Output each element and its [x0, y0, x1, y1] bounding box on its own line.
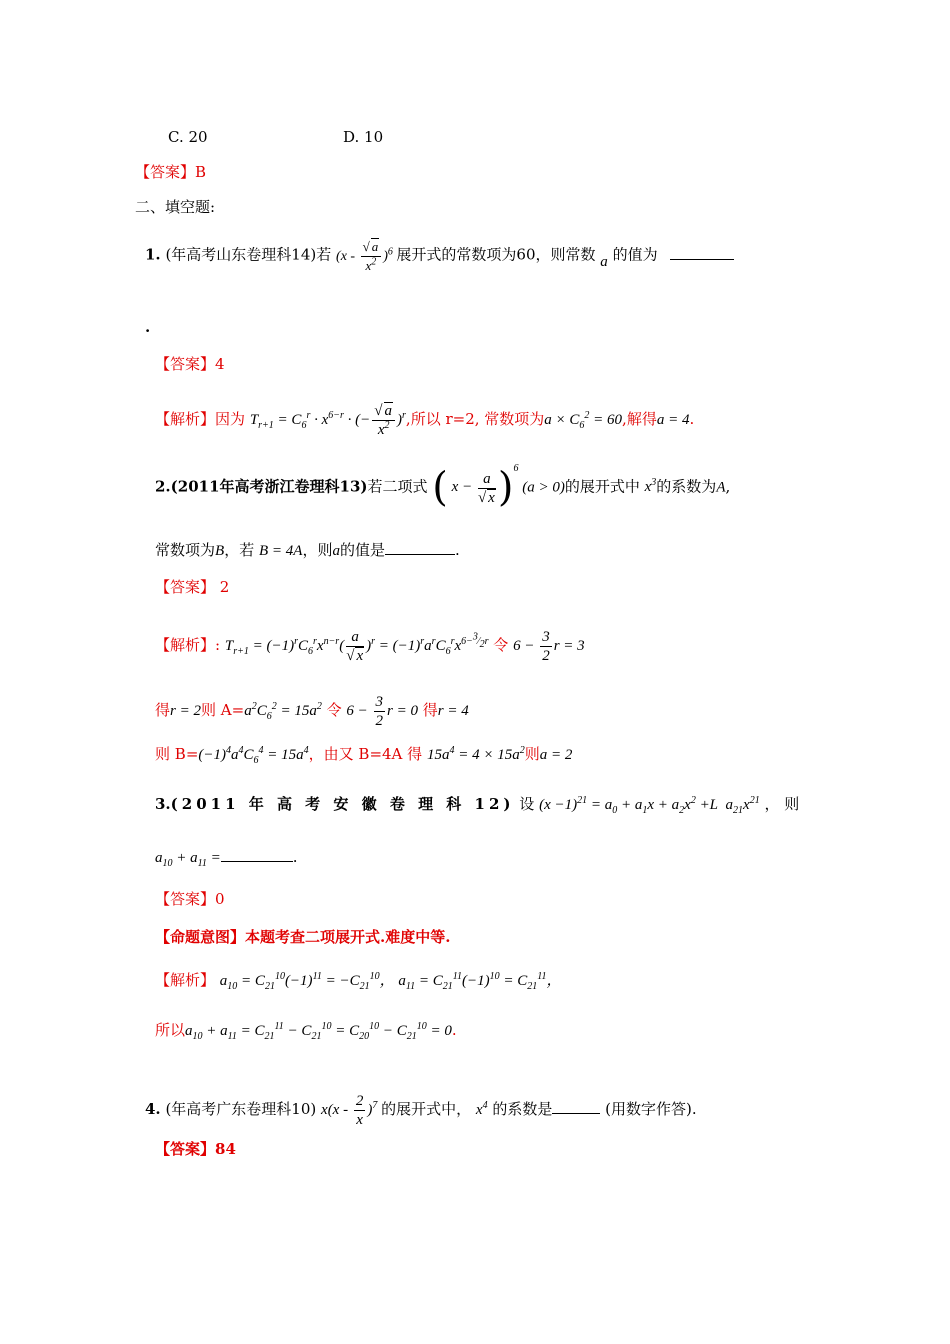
analysis-text: 则: [524, 745, 540, 763]
q3-answer: [155, 889, 225, 909]
formula-A: $a^2C_6^2 = 15a^2$: [244, 700, 322, 722]
q3-analysis-line1: [155, 970, 562, 991]
formula-binomial: ( x − $\frac{a}{√ x}$ )$^6$: [432, 463, 519, 511]
answer-value: B: [195, 163, 207, 181]
formula-result: a = 4: [656, 411, 690, 428]
question-tail: (用数字作答).: [605, 1099, 697, 1118]
question-source: (年高考广东卷理科10): [165, 1099, 317, 1118]
analysis-text: ,解得: [622, 409, 657, 428]
question-source: (2011年高考浙江卷理科13): [170, 477, 368, 496]
formula-conclusion: $a_{10} + a_{11} = C_{21}^{11} - C_{21}^{10} = C_{20}^{10} - C_{21}^{10} = 0$: [185, 1021, 452, 1042]
answer-value: 2: [219, 578, 230, 596]
answer-blank: [385, 554, 455, 555]
analysis-label: 【解析】: [155, 971, 216, 989]
analysis-end: .: [689, 409, 695, 428]
variable-A: A: [716, 479, 726, 496]
question-mid: 的展开式中: [564, 477, 640, 496]
question-4: [145, 1092, 697, 1129]
question-mid2: 的系数为: [656, 477, 717, 496]
question-lead: 若二项式: [367, 477, 428, 496]
question-source: (2011 年 高 考 安 徽 卷 理 科 12): [170, 795, 515, 813]
question-tail: 的系数是: [492, 1099, 553, 1118]
answer-block-0: [135, 162, 206, 182]
option-d: D. 10: [343, 128, 384, 146]
answer-label: 【答案】: [135, 163, 196, 181]
answer-label: 【答案】: [155, 1140, 216, 1158]
analysis-text: B=: [174, 745, 199, 763]
question-number: 3.: [155, 795, 171, 813]
formula-expression: x(x - $\frac{2}{x}$ )$^7$: [321, 1093, 378, 1128]
question-1: [145, 238, 734, 275]
formula-expansion: (x - $\frac{√ a}{x^2}$ )$^6$: [336, 239, 393, 273]
analysis-text: 则: [155, 745, 171, 763]
analysis-text: 则: [200, 700, 216, 719]
question-tail: 的值为: [612, 245, 658, 264]
formula-exponent: 6 − $\frac{3}{2}$ r = 3: [513, 629, 585, 664]
section-heading: 二、填空题:: [135, 198, 216, 216]
q3-intent: [155, 927, 450, 947]
analysis-text: 因为: [215, 409, 246, 428]
answer-label: 【答案】: [155, 890, 216, 908]
question-3: [155, 794, 799, 815]
intent-label: 【命题意图】: [155, 928, 246, 946]
question-mid: 的展开式中，: [381, 1099, 472, 1118]
question-mid: 展开式的常数项为60，则常数: [396, 245, 596, 264]
answer-blank: [552, 1113, 600, 1114]
answer-label: 【答案】: [155, 355, 216, 373]
question-text: ，则: [302, 541, 333, 559]
formula-constant: $a \times C_6^2 = 60$: [544, 409, 623, 431]
analysis-text: 得: [422, 700, 438, 719]
analysis-text: 得: [155, 700, 171, 719]
variable-B: B: [215, 543, 225, 559]
analysis-label: 【解析】: [155, 409, 216, 428]
formula-expansion: $(x -1)^{21} = a_0 + a_1x + a_2x^2 +L$ $a_{21}x^{21}$: [539, 795, 760, 816]
formula-x4: $x^4$: [475, 1099, 488, 1118]
formula-general-term: $T_{r+1} = (-1)^rC_6^rx^{n-r}$( $\frac{a}{√ x}$ )$^r = (-1)^ra^rC_6^rx^{6-^3⁄_2r}$: [224, 629, 489, 664]
question-number: 1.: [145, 245, 161, 264]
question-2-line2: 常数项为B，若 B = 4A，则a的值是 .: [155, 541, 460, 559]
variable-a: a: [600, 253, 608, 270]
analysis-text: 令: [493, 635, 509, 654]
formula-sum: $a_{10} + a_{11}$ =: [155, 850, 221, 869]
answer-value: 84: [215, 1140, 236, 1158]
answer-blank: [670, 259, 734, 260]
formula-exponent: 6 − $\frac{3}{2}$ r = 0: [346, 694, 418, 729]
question-3-line2: $a_{10} + a_{11}$ = .: [155, 848, 298, 869]
question-number: 4.: [145, 1099, 161, 1118]
answer-value: 0: [215, 890, 225, 908]
q2-answer: [155, 577, 229, 597]
question-text: 的值是: [339, 541, 385, 559]
question-text: 常数项为: [155, 541, 216, 559]
formula-equation: $15a^4 = 4 \times 15a^2$: [426, 745, 525, 763]
formula-general-term: $T_{r+1} = C_6^r \cdot x^{6-r}$ · (− $\frac{√ a}{x^2}$ )$^r$: [249, 403, 406, 438]
condition: (a > 0): [522, 479, 565, 496]
answer-value: 4: [215, 355, 225, 373]
analysis-text: ，由又 B=4A 得: [308, 745, 423, 763]
answer-blank: [221, 861, 293, 862]
q3-analysis-line2: 所以$a_{10} + a_{11} = C_{21}^{11} - C_{21}^{10} = C_{20}^{10} - C_{21}^{10} = 0$.: [155, 1021, 457, 1042]
q1-analysis: [155, 402, 694, 439]
formula-a10-a11: $a_{10} = C_{21}^{10}(-1)^{11} = -C_{21}^{10}$， $a_{11} = C_{21}^{11}(-1)^{10} = C_{21}^{11}$，: [219, 971, 562, 992]
q2-analysis-line2: 得r = 2则 $A=a^2C_6^2 = 15a^2$ 令 6 − $\frac{3}{2}$ r = 0 得r = 4: [155, 694, 469, 729]
analysis-text: ,所以 r=2, 常数项为: [405, 409, 545, 428]
q1-answer: [155, 354, 225, 374]
question-tail: ， 则: [764, 795, 800, 813]
analysis-text: 所以: [155, 1021, 186, 1039]
formula-B: $(-1)^4a^4C_6^4 = 15a^4$: [198, 745, 309, 766]
q2-analysis-line3: 则 $B=(-1)^4a^4C_6^4 = 15a^4$，由又 B=4A 得 $15a^4 = 4 \times 15a^2$则a = 2: [155, 745, 573, 766]
analysis-text: 令: [326, 700, 342, 719]
formula-x-power: $x^3$: [644, 477, 657, 496]
intent-text: 本题考查二项展开式.难度中等.: [245, 928, 451, 946]
formula-condition: B = 4A: [258, 543, 303, 559]
question-number: 2.: [155, 477, 171, 496]
question-lead: 设: [519, 795, 535, 813]
question-lead: 若: [316, 245, 332, 264]
question-source: (年高考山东卷理科14): [165, 245, 317, 264]
analysis-label: 【解析】:: [155, 635, 221, 654]
option-c: C. 20: [168, 128, 208, 146]
answer-label: 【答案】: [155, 578, 216, 596]
q2-analysis-line1: [155, 628, 585, 665]
question-text: ，若: [224, 541, 255, 559]
question-1-dot: .: [145, 318, 151, 336]
q4-answer: [155, 1139, 236, 1159]
analysis-text: A=: [220, 700, 245, 719]
question-2: 2.(2011年高考浙江卷理科13)若二项式 ( x − $\frac{a}{√ x}$ )$^6$ (a > 0)的展开式中 $x^3$的系数为A,: [155, 463, 731, 511]
